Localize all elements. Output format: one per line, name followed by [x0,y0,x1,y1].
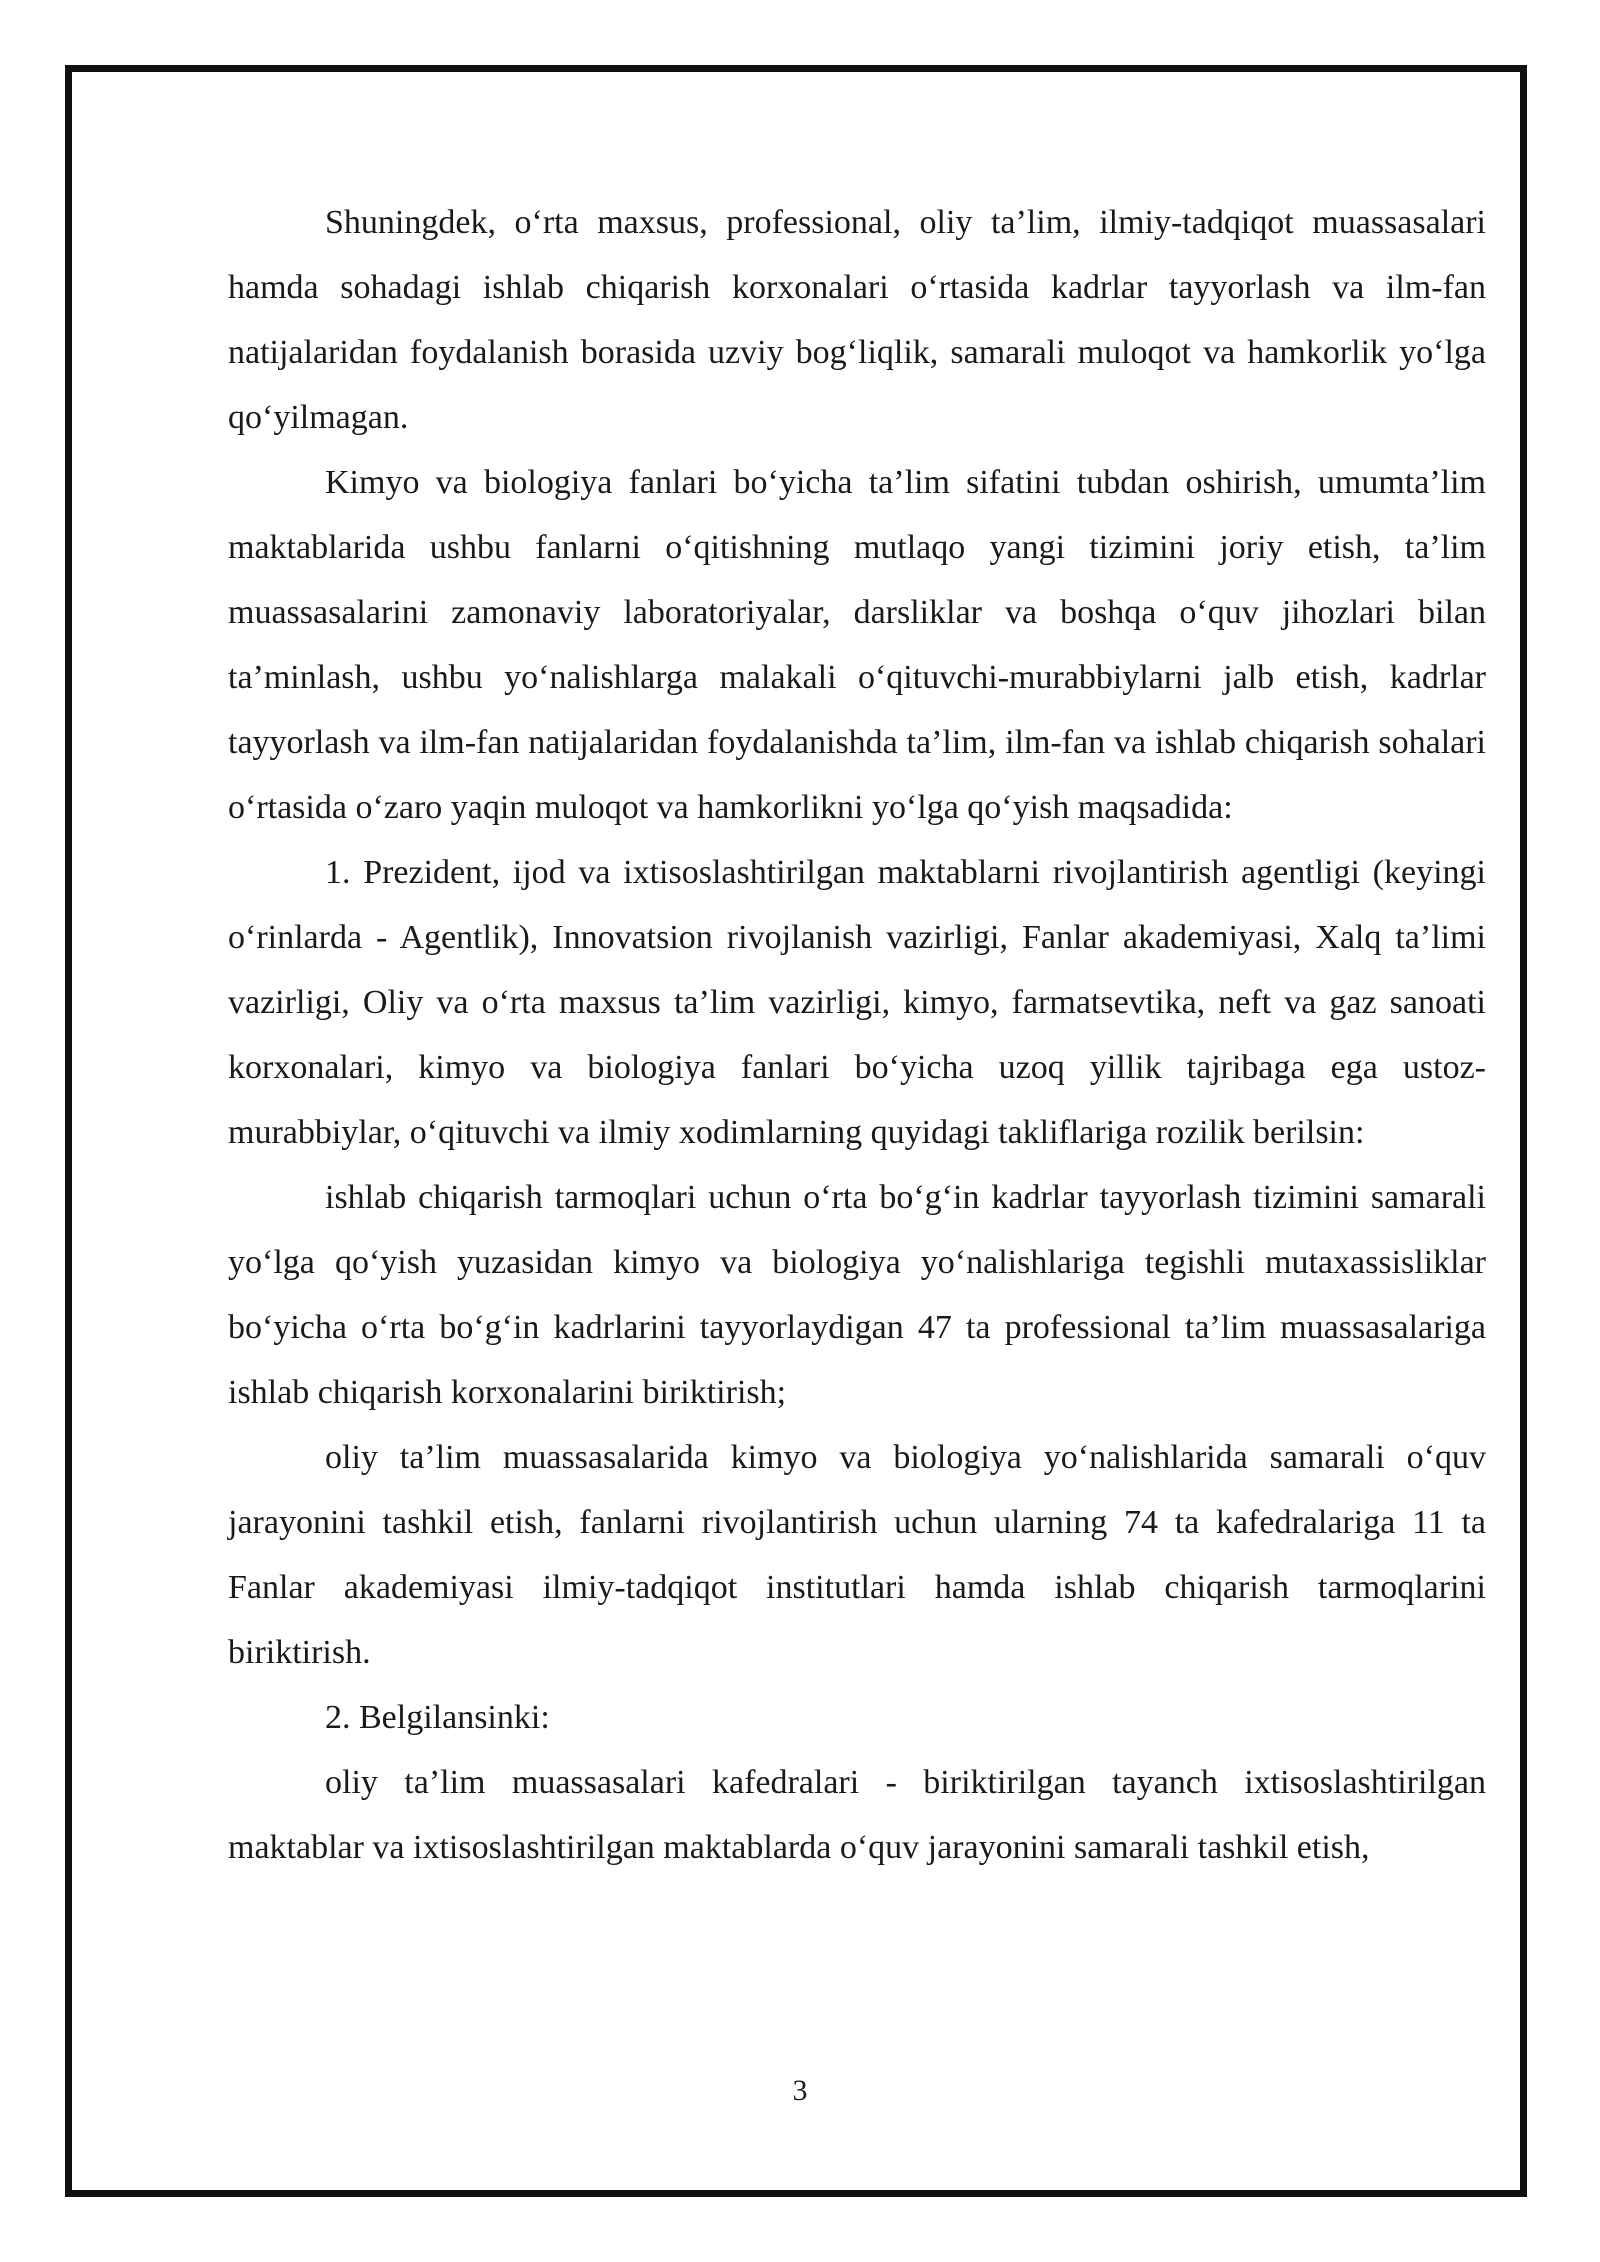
paragraph: Shuningdek, o‘rta maxsus, professional, oliy ta’lim, ilmiy-tadqiqot muassasalari hamda sohadagi ishlab chiqarish korxonalari o‘rtasida kadrlar tayyorlash va ilm-fan natijalaridan foydalanish borasida uzviy bog‘liqlik, samarali muloqot va hamkorlik yo‘lga qo‘yilmagan. [228,204,1486,436]
paragraph: Kimyo va biologiya fanlari bo‘yicha ta’lim sifatini tubdan oshirish, umumta’lim maktablarida ushbu fanlarni o‘qitishning mutlaqo yangi tizimini joriy etish, ta’lim muassasalarini zamonaviy laboratoriyalar, darsliklar va boshqa o‘quv jihozlari bilan ta’minlash, ushbu yo‘nalishlarga malakali o‘qituvchi-murabbiylarni jalb etish, kadrlar tayyorlash va ilm-fan natijalaridan foydalanishda ta’lim, ilm-fan va ishlab chiqarish sohalari o‘rtasida o‘zaro yaqin muloqot va hamkorlikni yo‘lga qo‘yish maqsadida: [228,464,1486,826]
document-body [228,190,1486,1880]
paragraph: oliy ta’lim muassasalarida kimyo va biologiya yo‘nalishlarida samarali o‘quv jarayonini tashkil etish, fanlarni rivojlantirish uchun ularning 74 ta kafedralariga 11 ta Fanlar akademiyasi ilmiy-tadqiqot institutlari hamda ishlab chiqarish tarmoqlarini biriktirish. [228,1439,1486,1671]
page-number: 3 [792,2074,808,2107]
paragraph: 1. Prezident, ijod va ixtisoslashtirilgan maktablarni rivojlantirish agentligi (keyingi o‘rinlarda - Agentlik), Innovatsion rivojlanish vazirligi, Fanlar akademiyasi, Xalq ta’limi vazirligi, Oliy va o‘rta maxsus ta’lim vazirligi, kimyo, farmatsevtika, neft va gaz sanoati korxonalari, kimyo va biologiya fanlari bo‘yicha uzoq yillik tajribaga ega ustoz-murabbiylar, o‘qituvchi va ilmiy xodimlarning quyidagi takliflariga rozilik berilsin: [228,854,1486,1151]
paragraph: ishlab chiqarish tarmoqlari uchun o‘rta bo‘g‘in kadrlar tayyorlash tizimini samarali yo‘lga qo‘yish yuzasidan kimyo va biologiya yo‘nalishlariga tegishli mutaxassisliklar bo‘yicha o‘rta bo‘g‘in kadrlarini tayyorlaydigan 47 ta professional ta’lim muassasalariga ishlab chiqarish korxonalarini biriktirish; [228,1179,1486,1411]
paragraph: 2. Belgilansinki: [325,1699,550,1736]
paragraph: oliy ta’lim muassasalari kafedralari - biriktirilgan tayanch ixtisoslashtirilgan maktablar va ixtisoslashtirilgan maktablarda o‘quv jarayonini samarali tashkil etish, [228,1764,1486,1866]
